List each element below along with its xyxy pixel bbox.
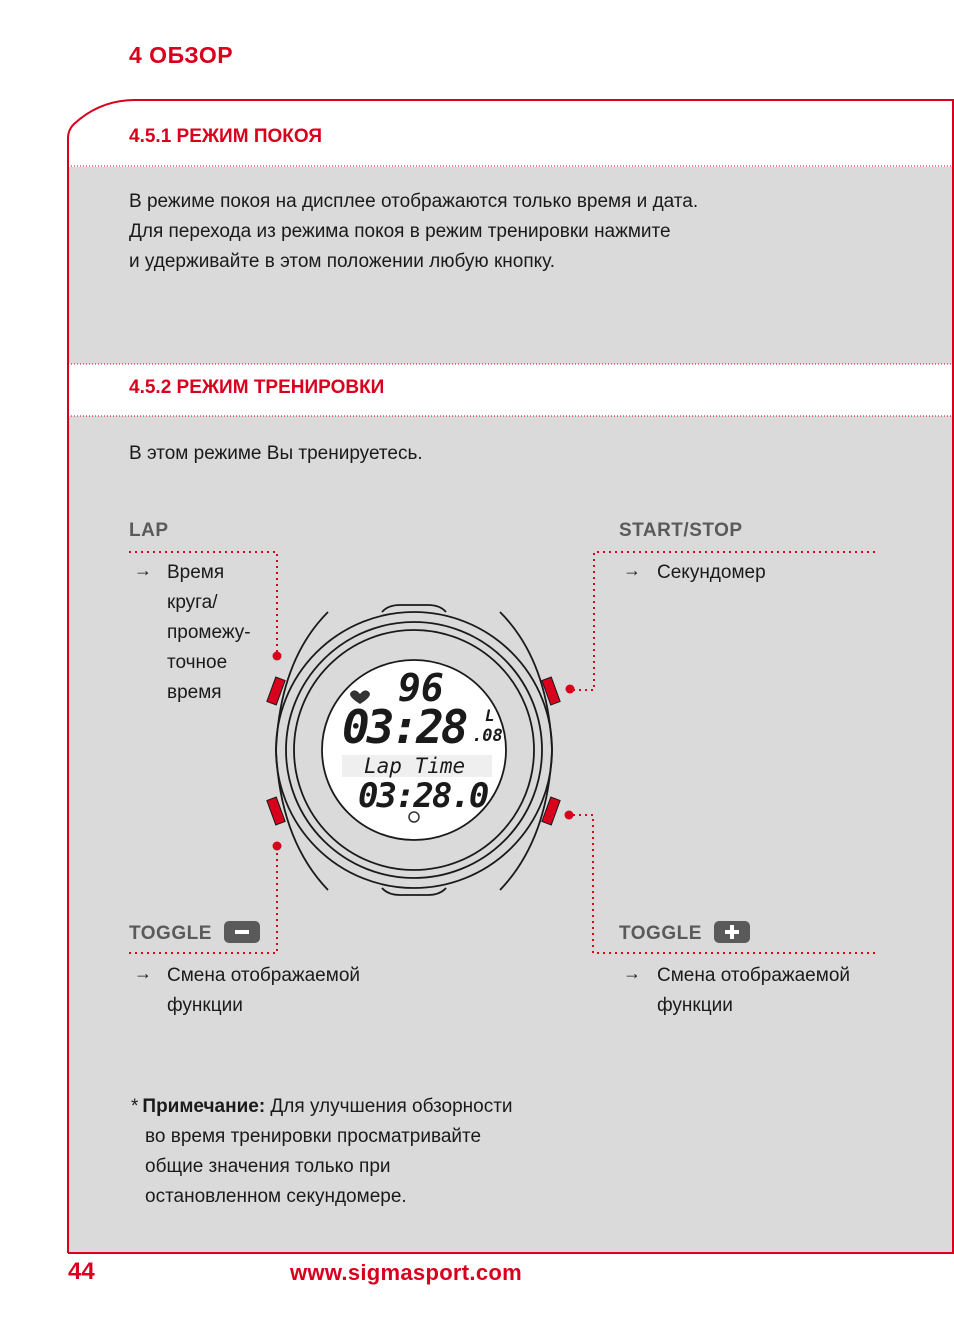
lap-description xyxy=(167,558,251,708)
note-line: во время тренировки просматривайте xyxy=(145,1126,482,1147)
toggle-minus-text: TOGGLE xyxy=(129,923,212,945)
section-heading-rest-mode: 4.5.1 РЕЖИМ ПОКОЯ xyxy=(129,126,323,147)
lap-desc-line: точное xyxy=(167,652,228,673)
note-asterisk: * xyxy=(131,1096,139,1117)
start-stop-button-label: START/STOP xyxy=(619,520,743,541)
note-line: остановленном секундомере. xyxy=(145,1186,407,1207)
arrow-icon: → xyxy=(134,963,152,983)
lap-desc-line: промежу- xyxy=(167,622,251,643)
toggle-minus-button-label xyxy=(129,923,260,945)
lcd-main-time-suffix: .08 xyxy=(472,726,503,746)
lcd-label: Lap Time xyxy=(364,754,466,778)
chapter-title: 4 ОБЗОР xyxy=(129,42,234,68)
website-link[interactable]: www.sigmasport.com xyxy=(290,1260,522,1285)
lcd-lap-indicator: L xyxy=(485,706,495,725)
toggle-minus-desc-line: функции xyxy=(167,995,243,1016)
page-number: 44 xyxy=(68,1258,95,1285)
lcd-main-time: 03:28 xyxy=(342,700,466,754)
start-stop-desc-line: Секундомер xyxy=(657,562,766,583)
rest-mode-text xyxy=(129,187,698,277)
toggle-plus-description xyxy=(657,961,850,1021)
toggle-minus-description xyxy=(167,961,360,1021)
lap-desc-line: круга/ xyxy=(167,592,218,613)
rest-mode-line: и удерживайте в этом положении любую кнопку. xyxy=(129,251,556,272)
lcd-lap-time: 03:28.0 xyxy=(358,776,488,816)
start-stop-description xyxy=(657,558,766,588)
rest-mode-line: В режиме покоя на дисплее отображаются только время и дата. xyxy=(129,191,699,212)
arrow-icon: → xyxy=(134,560,152,580)
lap-desc-line: Время xyxy=(167,562,225,583)
lap-button-label: LAP xyxy=(129,520,169,541)
lcd-heart-rate: 96 xyxy=(398,666,444,710)
plus-icon xyxy=(714,921,750,943)
note-text: Для улучшения обзорности xyxy=(265,1096,513,1117)
minus-icon xyxy=(224,921,260,943)
rest-mode-line: Для перехода из режима покоя в режим тренировки нажмите xyxy=(129,221,671,242)
toggle-plus-text: TOGGLE xyxy=(619,923,702,945)
toggle-plus-desc-line: функции xyxy=(657,995,733,1016)
section-heading-training-mode: 4.5.2 РЕЖИМ ТРЕНИРОВКИ xyxy=(129,377,385,398)
note-line: общие значения только при xyxy=(145,1156,391,1177)
note-label: Примечание: xyxy=(142,1096,266,1117)
training-mode-intro: В этом режиме Вы тренируетесь. xyxy=(129,443,423,464)
arrow-icon: → xyxy=(623,963,641,983)
toggle-plus-desc-line: Смена отображаемой xyxy=(657,965,850,986)
note-first-line xyxy=(131,1092,513,1122)
toggle-minus-desc-line: Смена отображаемой xyxy=(167,965,360,986)
arrow-icon: → xyxy=(623,560,641,580)
lap-desc-line: время xyxy=(167,682,222,703)
note xyxy=(131,1092,513,1212)
toggle-plus-button-label xyxy=(619,923,750,945)
